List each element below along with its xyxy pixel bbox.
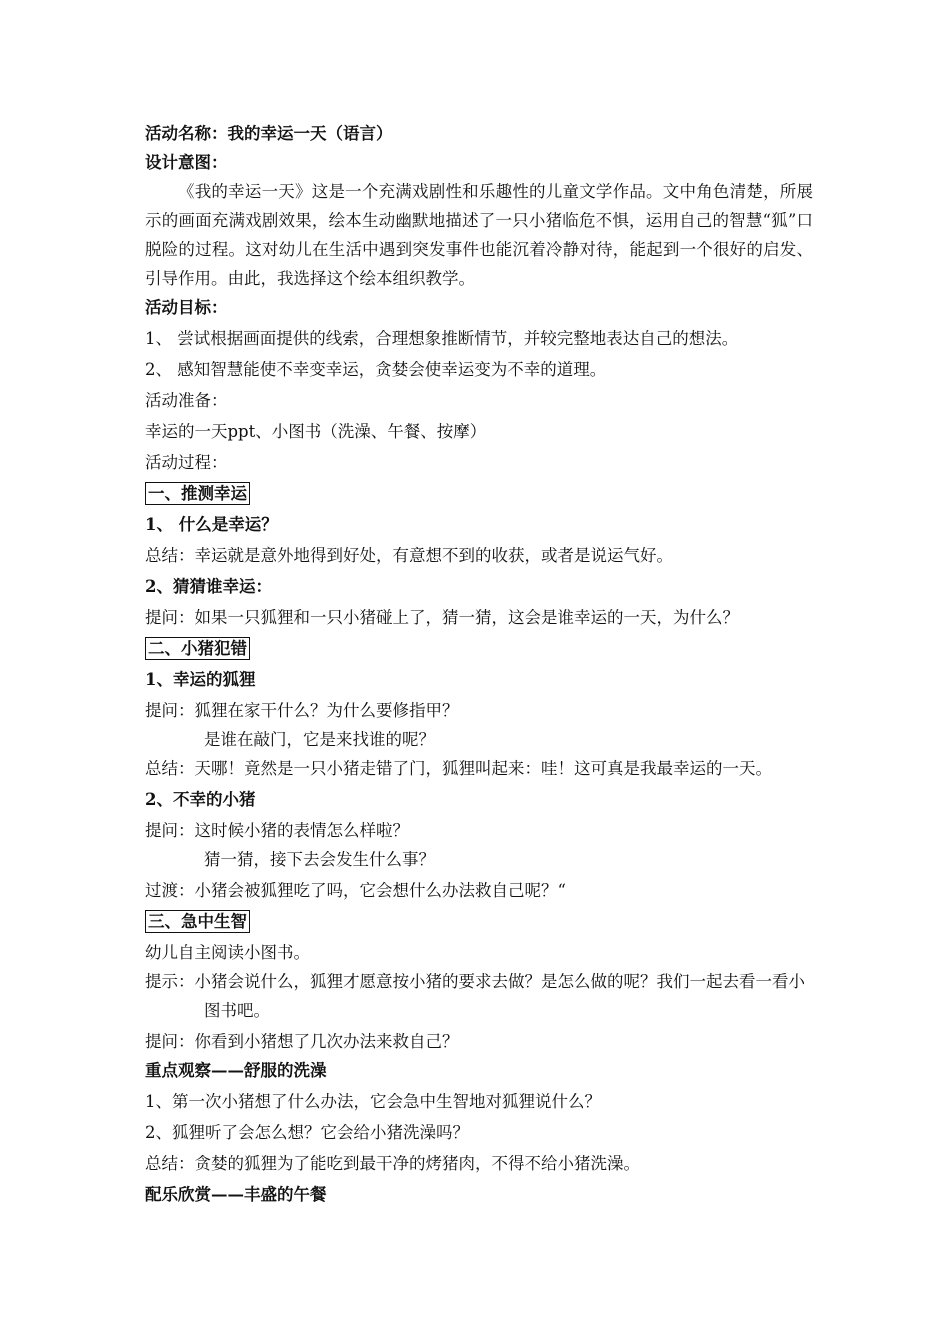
goals-heading: 活动目标：	[145, 298, 228, 317]
section-3-focus-summary: 总结：贪婪的狐狸为了能吃到最干净的烤猪肉，不得不给小猪洗澡。	[145, 1154, 640, 1173]
section-3-focus-heading: 重点观察——舒服的洗澡	[145, 1061, 327, 1080]
section-3-focus-item-1: 1、第一次小猪想了什么办法，它会急中生智地对狐狸说什么？	[145, 1092, 601, 1111]
design-intent-body: 《我的幸运一天》这是一个充满戏剧性和乐趣性的儿童文学作品。文中角色清楚，所展示的画面充满戏剧效果，绘本生动幽默地描述了一只小猪临危不惧，运用自己的智慧“狐”口脱险的过程。这对幼儿在生活中遇到突发事件也能沉着冷静对待，能起到一个很好的启发、引导作用。由此，我选择这个绘本组织教学。	[145, 182, 813, 288]
section-2-sub-2: 2、不幸的小猪	[145, 790, 256, 809]
goal-item-1: 1、 尝试根据画面提供的线索，合理想象推断情节，并较完整地表达自己的想法。	[145, 329, 739, 348]
preparation-body: 幸运的一天ppt、小图书（洗澡、午餐、按摩）	[145, 422, 487, 441]
preparation-heading: 活动准备：	[145, 391, 228, 410]
section-1-summary: 总结：幸运就是意外地得到好处，有意想不到的收获，或者是说运气好。	[145, 546, 673, 565]
section-2-heading-box: 二、小猪犯错	[145, 637, 250, 660]
section-2-question-1: 提问：狐狸在家干什么？为什么要修指甲？	[145, 701, 459, 720]
section-2-question-1b: 是谁在敲门，它是来找谁的呢？	[204, 730, 435, 749]
section-1-heading-box: 一、推测幸运	[145, 482, 250, 505]
section-3-question: 提问：你看到小猪想了几次办法来救自己？	[145, 1032, 459, 1051]
section-1-sub-2: 2、猜猜谁幸运：	[145, 577, 272, 596]
process-heading: 活动过程：	[145, 453, 228, 472]
section-3-heading	[145, 907, 813, 936]
section-2-question-2: 提问：这时候小猪的表情怎么样啦？	[145, 821, 409, 840]
design-intent-heading: 设计意图：	[145, 153, 228, 172]
section-3-focus-item-2: 2、狐狸听了会怎么想？它会给小猪洗澡吗？	[145, 1123, 469, 1142]
section-2-heading	[145, 634, 813, 663]
section-3-heading-box: 三、急中生智	[145, 910, 250, 933]
section-2-summary: 总结：天哪！竟然是一只小猪走错了门，狐狸叫起来：哇！这可真是我最幸运的一天。	[145, 759, 772, 778]
section-2-transition: 过渡：小猪会被狐狸吃了吗，它会想什么办法救自己呢？“	[145, 881, 566, 900]
activity-title: 活动名称：我的幸运一天（语言）	[145, 124, 393, 143]
section-3-read: 幼儿自主阅读小图书。	[145, 943, 310, 962]
section-2-question-2b: 猜一猜，接下去会发生什么事？	[204, 850, 435, 869]
section-1-heading	[145, 479, 813, 508]
goal-item-2: 2、 感知智慧能使不幸变幸运，贪婪会使幸运变为不幸的道理。	[145, 360, 607, 379]
document-body	[145, 119, 813, 1209]
section-2-sub-1: 1、幸运的狐狸	[145, 670, 256, 689]
section-1-question: 提问：如果一只狐狸和一只小猪碰上了，猜一猜，这会是谁幸运的一天，为什么？	[145, 608, 739, 627]
section-3-music-heading: 配乐欣赏——丰盛的午餐	[145, 1185, 327, 1204]
section-1-sub-1: 1、 什么是幸运？	[145, 515, 278, 534]
section-3-hint: 提示：小猪会说什么，狐狸才愿意按小猪的要求去做？是怎么做的呢？我们一起去看一看小图书吧。	[145, 972, 805, 1020]
